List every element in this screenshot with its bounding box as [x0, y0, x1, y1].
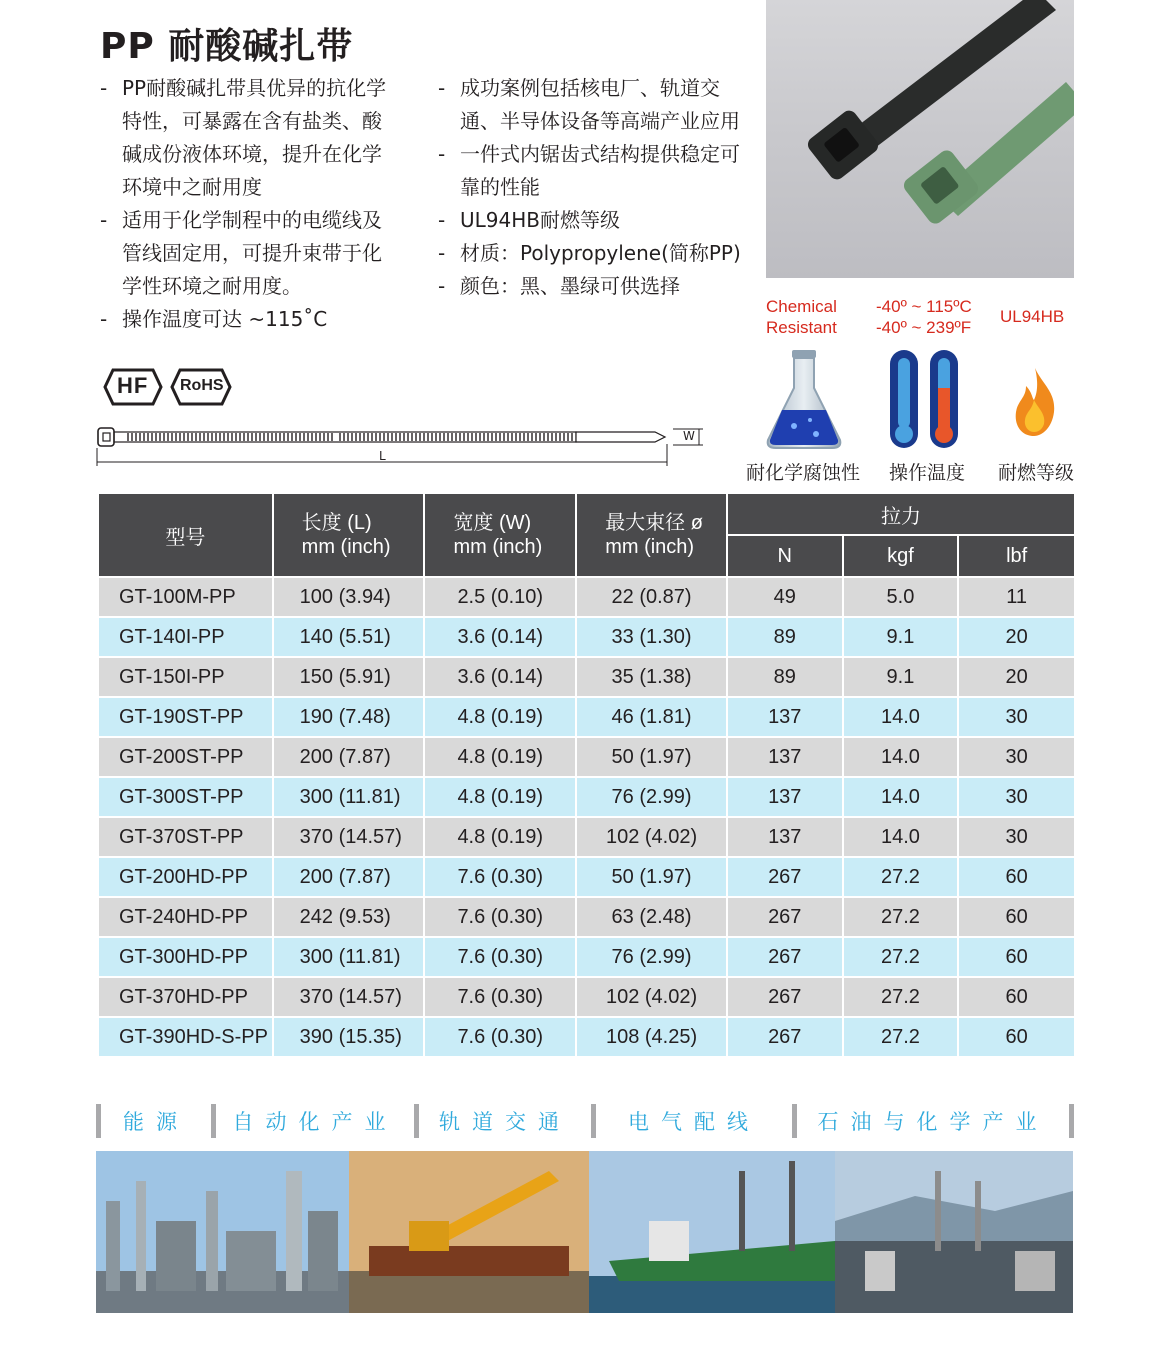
header-lbf: lbf	[958, 535, 1075, 577]
cell-length: 300 (11.81)	[273, 937, 425, 977]
header-length-line2: mm (inch)	[301, 536, 391, 558]
cell-tensile-kgf: 5.0	[843, 577, 959, 617]
flask-icon	[764, 348, 844, 456]
table-row	[98, 617, 1075, 657]
industry-label: 自动化产业	[211, 1104, 414, 1138]
cell-tensile-n: 267	[727, 977, 843, 1017]
temperature-label: 操作温度	[889, 462, 966, 484]
cell-tensile-lbf: 20	[958, 657, 1075, 697]
cell-length: 200 (7.87)	[273, 737, 425, 777]
page-title: PP 耐酸碱扎带	[100, 26, 354, 67]
cell-tensile-lbf: 60	[958, 897, 1075, 937]
cell-bundle-diameter: 22 (0.87)	[576, 577, 727, 617]
cell-width: 7.6 (0.30)	[424, 897, 576, 937]
cell-width: 7.6 (0.30)	[424, 977, 576, 1017]
chemical-heading-line2: Resistant	[766, 318, 837, 337]
temperature-heading-line2: -40º ~ 239ºF	[876, 318, 972, 337]
table-row	[98, 657, 1075, 697]
cell-width: 2.5 (0.10)	[424, 577, 576, 617]
cell-bundle-diameter: 46 (1.81)	[576, 697, 727, 737]
cell-width: 3.6 (0.14)	[424, 657, 576, 697]
header-width	[424, 493, 576, 577]
cell-tensile-kgf: 14.0	[843, 737, 959, 777]
cell-length: 140 (5.51)	[273, 617, 425, 657]
cargo-ship-photo	[589, 1151, 835, 1313]
cell-length: 300 (11.81)	[273, 777, 425, 817]
cell-model: GT-370HD-PP	[98, 977, 273, 1017]
feature-bullet: - PP耐酸碱扎带具优异的抗化学特性，可暴露在含有盐类、酸碱成份液体环境，提升在化学环境中之耐用度	[100, 72, 400, 204]
hf-badge-text: HF	[117, 373, 149, 398]
cell-tensile-lbf: 30	[958, 817, 1075, 857]
feature-bullet: - 操作温度可达 ~115˚C	[100, 303, 400, 336]
feature-bullet: - 一件式内锯齿式结构提供稳定可靠的性能	[438, 138, 748, 204]
cell-model: GT-190ST-PP	[98, 697, 273, 737]
cell-tensile-n: 137	[727, 697, 843, 737]
chemical-label: 耐化学腐蚀性	[746, 462, 861, 484]
cell-tensile-n: 89	[727, 657, 843, 697]
cell-bundle-diameter: 63 (2.48)	[576, 897, 727, 937]
cell-width: 7.6 (0.30)	[424, 857, 576, 897]
table-row	[98, 817, 1075, 857]
rohs-badge-text: RoHS	[180, 377, 224, 394]
cell-tensile-lbf: 30	[958, 697, 1075, 737]
temperature-heading	[876, 296, 972, 338]
table-row	[98, 937, 1075, 977]
cell-tensile-kgf: 27.2	[843, 977, 959, 1017]
feature-list-left	[100, 72, 400, 336]
cell-length: 390 (15.35)	[273, 1017, 425, 1057]
rohs-badge	[170, 367, 232, 411]
flame-label: 耐燃等级	[998, 462, 1075, 484]
cell-length: 150 (5.91)	[273, 657, 425, 697]
cell-model: GT-200ST-PP	[98, 737, 273, 777]
cell-tensile-lbf: 20	[958, 617, 1075, 657]
header-length	[273, 493, 425, 577]
spec-table-body	[98, 577, 1075, 1057]
industry-label: 轨道交通	[414, 1104, 591, 1138]
header-width-line2: mm (inch)	[453, 536, 543, 558]
header-bundle-line1: 最大束径 ø	[605, 512, 703, 534]
chemical-heading	[766, 296, 837, 338]
cell-width: 7.6 (0.30)	[424, 937, 576, 977]
cell-bundle-diameter: 50 (1.97)	[576, 857, 727, 897]
cell-bundle-diameter: 102 (4.02)	[576, 977, 727, 1017]
cell-tensile-kgf: 9.1	[843, 657, 959, 697]
cell-model: GT-300HD-PP	[98, 937, 273, 977]
length-dimension-label: L	[379, 449, 386, 463]
cell-length: 370 (14.57)	[273, 977, 425, 1017]
cell-tensile-kgf: 27.2	[843, 857, 959, 897]
cell-tensile-n: 89	[727, 617, 843, 657]
cell-bundle-diameter: 76 (2.99)	[576, 937, 727, 977]
cell-bundle-diameter: 50 (1.97)	[576, 737, 727, 777]
thermometer-icon	[888, 348, 962, 456]
feature-bullet: - 成功案例包括核电厂、轨道交通、半导体设备等高端产业应用	[438, 72, 748, 138]
cell-width: 4.8 (0.19)	[424, 737, 576, 777]
cell-tensile-kgf: 27.2	[843, 1017, 959, 1057]
cell-tensile-n: 267	[727, 857, 843, 897]
cell-tensile-n: 49	[727, 577, 843, 617]
cell-width: 4.8 (0.19)	[424, 697, 576, 737]
cell-tensile-n: 267	[727, 937, 843, 977]
cell-length: 190 (7.48)	[273, 697, 425, 737]
cell-width: 4.8 (0.19)	[424, 817, 576, 857]
cell-model: GT-150I-PP	[98, 657, 273, 697]
width-dimension-label: W	[683, 429, 695, 443]
flame-heading: UL94HB	[1000, 307, 1065, 326]
header-tensile: 拉力	[727, 493, 1075, 535]
cell-model: GT-140I-PP	[98, 617, 273, 657]
header-bundle-line2: mm (inch)	[605, 536, 695, 558]
table-row	[98, 697, 1075, 737]
header-model: 型号	[98, 493, 273, 577]
feature-bullet: - UL94HB耐燃等级	[438, 204, 748, 237]
industry-photos	[96, 1151, 1073, 1313]
cell-length: 100 (3.94)	[273, 577, 425, 617]
industry-label: 能源	[96, 1104, 211, 1138]
table-row	[98, 1017, 1075, 1057]
feature-bullet: - 颜色：黑、墨绿可供选择	[438, 270, 748, 303]
crane-ship-photo	[349, 1151, 589, 1313]
cell-model: GT-390HD-S-PP	[98, 1017, 273, 1057]
flame-icon	[1012, 366, 1058, 442]
temperature-heading-line1: -40º ~ 115ºC	[876, 297, 972, 316]
cell-tensile-kgf: 14.0	[843, 777, 959, 817]
table-row	[98, 737, 1075, 777]
cell-width: 4.8 (0.19)	[424, 777, 576, 817]
industry-strip	[96, 1104, 1074, 1138]
product-photo	[766, 0, 1074, 278]
spec-table	[97, 492, 1076, 1058]
chemical-heading-line1: Chemical	[766, 297, 837, 316]
cell-tensile-kgf: 14.0	[843, 817, 959, 857]
header-kgf: kgf	[843, 535, 959, 577]
cell-bundle-diameter: 33 (1.30)	[576, 617, 727, 657]
cell-bundle-diameter: 35 (1.38)	[576, 657, 727, 697]
cell-bundle-diameter: 108 (4.25)	[576, 1017, 727, 1057]
cell-width: 7.6 (0.30)	[424, 1017, 576, 1057]
table-row	[98, 897, 1075, 937]
cell-length: 242 (9.53)	[273, 897, 425, 937]
cell-tensile-n: 267	[727, 897, 843, 937]
cell-tensile-lbf: 11	[958, 577, 1075, 617]
cell-tensile-kgf: 27.2	[843, 897, 959, 937]
cell-model: GT-200HD-PP	[98, 857, 273, 897]
feature-list-right	[438, 72, 748, 303]
refinery-photo	[835, 1151, 1073, 1313]
cell-model: GT-240HD-PP	[98, 897, 273, 937]
cell-tensile-lbf: 60	[958, 977, 1075, 1017]
cell-bundle-diameter: 76 (2.99)	[576, 777, 727, 817]
cell-tensile-lbf: 60	[958, 857, 1075, 897]
cell-tensile-n: 137	[727, 777, 843, 817]
header-bundle	[576, 493, 727, 577]
table-row	[98, 777, 1075, 817]
cell-length: 370 (14.57)	[273, 817, 425, 857]
cable-tie-drawing	[95, 424, 710, 472]
header-width-line1: 宽度 (W)	[453, 512, 532, 534]
header-n: N	[727, 535, 843, 577]
cell-model: GT-100M-PP	[98, 577, 273, 617]
cell-tensile-lbf: 60	[958, 1017, 1075, 1057]
cell-model: GT-300ST-PP	[98, 777, 273, 817]
table-row	[98, 577, 1075, 617]
header-length-line1: 长度 (L)	[301, 512, 372, 534]
cell-tensile-lbf: 60	[958, 937, 1075, 977]
cell-length: 200 (7.87)	[273, 857, 425, 897]
industry-label: 石油与化学产业	[792, 1104, 1074, 1138]
feature-bullet: - 适用于化学制程中的电缆线及管线固定用，可提升束带于化学性环境之耐用度。	[100, 204, 400, 303]
cell-tensile-lbf: 30	[958, 737, 1075, 777]
energy-plant-photo	[96, 1151, 349, 1313]
cell-tensile-lbf: 30	[958, 777, 1075, 817]
cell-width: 3.6 (0.14)	[424, 617, 576, 657]
industry-label: 电气配线	[591, 1104, 792, 1138]
cell-tensile-kgf: 14.0	[843, 697, 959, 737]
cell-model: GT-370ST-PP	[98, 817, 273, 857]
cell-tensile-n: 137	[727, 737, 843, 777]
cell-tensile-n: 267	[727, 1017, 843, 1057]
table-row	[98, 857, 1075, 897]
cell-tensile-kgf: 27.2	[843, 937, 959, 977]
cell-tensile-n: 137	[727, 817, 843, 857]
table-row	[98, 977, 1075, 1017]
cell-bundle-diameter: 102 (4.02)	[576, 817, 727, 857]
hf-badge	[103, 367, 163, 411]
feature-bullet: - 材质：Polypropylene(简称PP)	[438, 237, 748, 270]
cell-tensile-kgf: 9.1	[843, 617, 959, 657]
